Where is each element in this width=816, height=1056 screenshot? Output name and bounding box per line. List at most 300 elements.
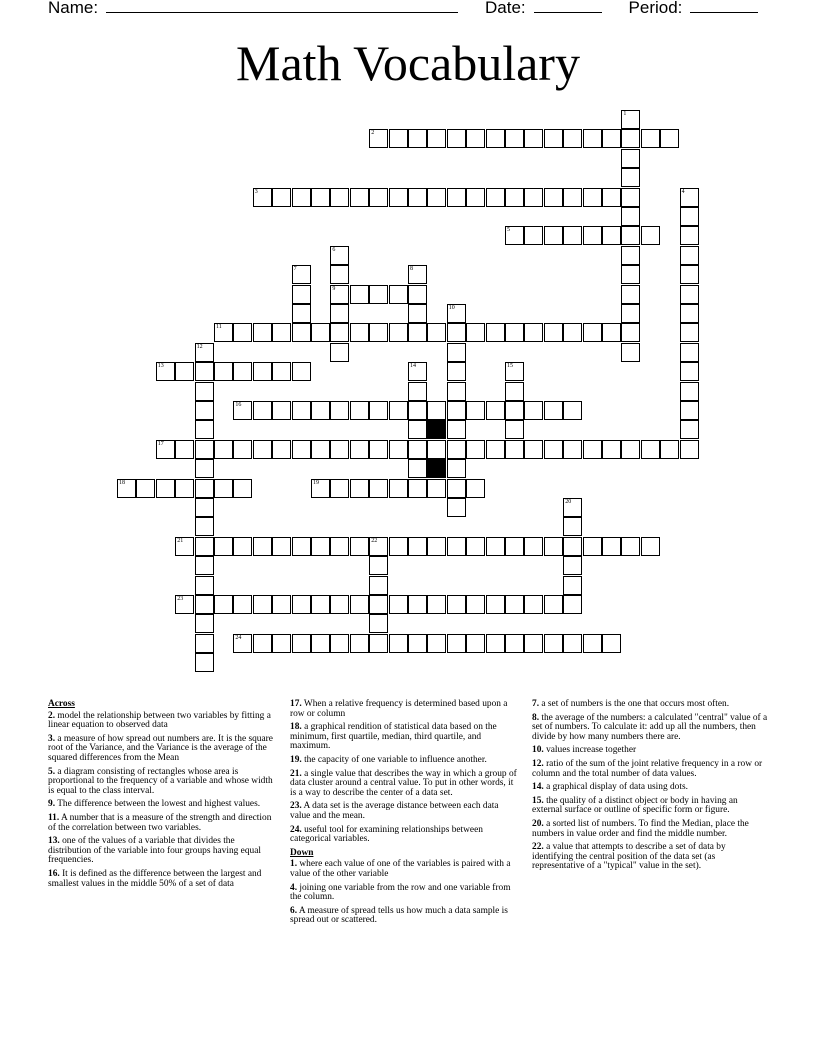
clue-text: A data set is the average distance between each data value and the mean. <box>290 801 499 821</box>
grid-cell[interactable] <box>408 188 427 207</box>
grid-cell[interactable] <box>369 576 388 595</box>
grid-cell[interactable] <box>524 440 543 459</box>
clue-number: 5. <box>48 766 56 777</box>
clue-number-label: 11 <box>216 324 222 331</box>
grid-cell[interactable] <box>195 517 214 536</box>
grid-cell[interactable] <box>447 595 466 614</box>
grid-cell[interactable] <box>272 440 291 459</box>
grid-cell[interactable] <box>621 168 640 187</box>
grid-cell[interactable] <box>602 537 621 556</box>
grid-cell[interactable] <box>680 420 699 439</box>
grid-cell[interactable] <box>466 595 485 614</box>
grid-cell[interactable] <box>621 149 640 168</box>
grid-cell[interactable] <box>466 401 485 420</box>
clue-text: joining one variable from the row and one variable from the column. <box>290 882 511 903</box>
grid-cell[interactable] <box>272 634 291 653</box>
grid-cell[interactable] <box>389 634 408 653</box>
grid-cell[interactable] <box>195 634 214 653</box>
grid-cell[interactable] <box>292 537 311 556</box>
clue-number: 3. <box>48 733 56 744</box>
grid-cell[interactable] <box>466 129 485 148</box>
clue-number-label: 24 <box>235 634 242 641</box>
grid-cell[interactable] <box>195 595 214 614</box>
grid-cell[interactable] <box>427 595 446 614</box>
grid-cell[interactable] <box>447 479 466 498</box>
grid-cell[interactable] <box>505 595 524 614</box>
grid-cell[interactable] <box>427 129 446 148</box>
clue-number: 18. <box>290 722 302 733</box>
grid-cell[interactable] <box>427 537 446 556</box>
grid-cell[interactable] <box>524 323 543 342</box>
grid-cell[interactable] <box>680 207 699 226</box>
grid-cell[interactable] <box>447 440 466 459</box>
grid-cell[interactable] <box>563 595 582 614</box>
grid-cell[interactable] <box>214 479 233 498</box>
grid-cell[interactable] <box>253 362 272 381</box>
grid-cell[interactable] <box>466 323 485 342</box>
grid-cell[interactable] <box>621 440 640 459</box>
across-clue <box>290 802 520 821</box>
grid-cell[interactable] <box>447 634 466 653</box>
grid-cell[interactable] <box>563 188 582 207</box>
grid-cell[interactable] <box>369 614 388 633</box>
grid-cell[interactable] <box>214 537 233 556</box>
grid-cell[interactable] <box>447 537 466 556</box>
grid-cell[interactable] <box>563 517 582 536</box>
grid-cell[interactable] <box>408 537 427 556</box>
across-clue <box>290 756 520 766</box>
grid-cell[interactable] <box>233 537 252 556</box>
grid-cell[interactable] <box>505 420 524 439</box>
grid-cell[interactable] <box>505 634 524 653</box>
grid-cell[interactable] <box>583 188 602 207</box>
clue-number-label: 6 <box>332 246 336 253</box>
grid-cell[interactable] <box>350 595 369 614</box>
grid-cell[interactable] <box>486 537 505 556</box>
grid-cell[interactable] <box>408 401 427 420</box>
grid-cell[interactable] <box>350 440 369 459</box>
grid-cell[interactable] <box>408 382 427 401</box>
grid-cell[interactable] <box>505 440 524 459</box>
grid-cell[interactable] <box>369 401 388 420</box>
grid-cell[interactable] <box>680 440 699 459</box>
grid-cell[interactable] <box>621 285 640 304</box>
clue-number: 10. <box>532 745 544 756</box>
grid-cell[interactable] <box>602 226 621 245</box>
clue-text: model the relationship between two variables by fitting a linear equation to observed data <box>48 710 271 731</box>
grid-cell[interactable] <box>447 401 466 420</box>
down-clue <box>532 746 768 756</box>
clue-number-label: 2 <box>371 130 375 137</box>
grid-cell[interactable] <box>427 479 446 498</box>
grid-cell[interactable] <box>311 595 330 614</box>
grid-cell[interactable] <box>330 304 349 323</box>
date-label: Date: <box>484 0 526 17</box>
grid-cell[interactable] <box>641 129 660 148</box>
clue-text: a set of numbers is the one that occurs most often. <box>539 699 730 709</box>
down-clue <box>532 760 768 779</box>
grid-cell[interactable] <box>233 479 252 498</box>
grid-cell[interactable] <box>272 401 291 420</box>
grid-cell[interactable] <box>680 362 699 381</box>
grid-cell[interactable] <box>563 576 582 595</box>
grid-cell[interactable] <box>447 498 466 517</box>
grid-cell[interactable] <box>680 304 699 323</box>
clue-number-label: 20 <box>565 499 572 505</box>
grid-cell[interactable] <box>447 459 466 478</box>
across-clue <box>290 700 520 719</box>
grid-cell[interactable] <box>602 440 621 459</box>
clue-number: 4. <box>290 882 298 893</box>
clue-number: 17. <box>290 699 302 709</box>
grid-cell[interactable] <box>136 479 155 498</box>
clue-number-label: 12 <box>196 343 203 350</box>
name-label: Name: <box>48 0 99 17</box>
grid-cell[interactable] <box>524 537 543 556</box>
grid-cell[interactable] <box>330 537 349 556</box>
grid-cell[interactable] <box>195 479 214 498</box>
grid-cell[interactable] <box>369 634 388 653</box>
grid-cell[interactable] <box>583 440 602 459</box>
grid-cell[interactable] <box>641 226 660 245</box>
across-clue <box>48 735 278 764</box>
clue-number-label: 3 <box>254 188 258 195</box>
clue-number: 20. <box>532 818 544 829</box>
grid-cell[interactable] <box>427 440 446 459</box>
grid-cell[interactable] <box>563 226 582 245</box>
grid-cell[interactable] <box>524 226 543 245</box>
down-clue <box>290 860 520 879</box>
grid-cell[interactable] <box>524 401 543 420</box>
clue-number: 16. <box>48 868 60 879</box>
grid-cell[interactable] <box>195 440 214 459</box>
grid-cell[interactable] <box>680 382 699 401</box>
grid-cell[interactable] <box>311 323 330 342</box>
grid-cell[interactable] <box>680 226 699 245</box>
grid-cell[interactable] <box>389 188 408 207</box>
grid-cell[interactable] <box>369 440 388 459</box>
clue-number: 13. <box>48 836 60 847</box>
grid-cell[interactable] <box>505 537 524 556</box>
grid-cell[interactable] <box>214 362 233 381</box>
grid-cell[interactable] <box>408 459 427 478</box>
grid-cell[interactable] <box>292 304 311 323</box>
grid-cell[interactable] <box>621 188 640 207</box>
grid-cell[interactable] <box>369 323 388 342</box>
grid-cell[interactable] <box>621 207 640 226</box>
grid-cell[interactable] <box>544 401 563 420</box>
grid-cell[interactable] <box>233 440 252 459</box>
grid-cell[interactable] <box>621 343 640 362</box>
grid-cell[interactable] <box>311 537 330 556</box>
grid-cell[interactable] <box>330 323 349 342</box>
grid-cell[interactable] <box>621 226 640 245</box>
grid-cell[interactable] <box>486 440 505 459</box>
grid-cell[interactable] <box>253 440 272 459</box>
clue-number: 12. <box>532 758 544 769</box>
clue-number: 19. <box>290 754 302 765</box>
grid-cell[interactable] <box>447 362 466 381</box>
grid-cell[interactable] <box>602 188 621 207</box>
grid-cell[interactable] <box>621 129 640 148</box>
grid-cell[interactable] <box>680 265 699 284</box>
grid-cell[interactable] <box>486 634 505 653</box>
grid-cell[interactable] <box>233 362 252 381</box>
grid-cell[interactable] <box>233 595 252 614</box>
clue-number: 9. <box>48 799 56 810</box>
grid-cell[interactable] <box>330 595 349 614</box>
grid-cell[interactable] <box>330 188 349 207</box>
grid-cell[interactable] <box>311 440 330 459</box>
grid-cell[interactable] <box>272 323 291 342</box>
grid-cell[interactable] <box>195 459 214 478</box>
grid-cell[interactable] <box>330 440 349 459</box>
clue-text: It is defined as the difference between the largest and smallest values in the middle 50% of a set of data <box>48 868 262 889</box>
grid-cell[interactable] <box>544 323 563 342</box>
clue-number: 22. <box>532 842 544 853</box>
grid-cell[interactable] <box>253 595 272 614</box>
grid-cell[interactable] <box>195 653 214 672</box>
grid-cell[interactable] <box>330 401 349 420</box>
grid-cell[interactable] <box>408 634 427 653</box>
grid-cell[interactable] <box>195 420 214 439</box>
grid-cell[interactable] <box>214 440 233 459</box>
grid-cell[interactable] <box>447 420 466 439</box>
grid-cell[interactable] <box>292 440 311 459</box>
grid-cell[interactable] <box>330 265 349 284</box>
grid-cell[interactable] <box>292 595 311 614</box>
across-clue <box>48 837 278 866</box>
grid-cell[interactable] <box>408 304 427 323</box>
grid-cell[interactable] <box>563 556 582 575</box>
grid-cell[interactable] <box>486 595 505 614</box>
grid-cell[interactable] <box>427 323 446 342</box>
clue-text: values increase together <box>543 745 637 756</box>
grid-cell[interactable] <box>660 129 679 148</box>
grid-cell[interactable] <box>350 401 369 420</box>
clue-number: 24. <box>290 824 302 835</box>
grid-cell[interactable] <box>195 556 214 575</box>
grid-cell[interactable] <box>330 634 349 653</box>
page-title: Math Vocabulary <box>236 35 580 91</box>
grid-cell[interactable] <box>427 634 446 653</box>
grid-cell[interactable] <box>486 401 505 420</box>
grid-cell[interactable] <box>680 343 699 362</box>
grid-cell[interactable] <box>621 323 640 342</box>
grid-cell[interactable] <box>563 634 582 653</box>
grid-cell[interactable] <box>369 188 388 207</box>
grid-cell[interactable] <box>408 420 427 439</box>
grid-cell[interactable] <box>563 323 582 342</box>
grid-cell[interactable] <box>195 498 214 517</box>
grid-cell[interactable] <box>505 401 524 420</box>
grid-cell[interactable] <box>175 440 194 459</box>
grid-cell[interactable] <box>524 188 543 207</box>
grid-cell[interactable] <box>389 479 408 498</box>
grid-cell[interactable] <box>680 323 699 342</box>
grid-cell[interactable] <box>602 323 621 342</box>
grid-cell[interactable] <box>195 537 214 556</box>
grid-cell[interactable] <box>505 188 524 207</box>
clue-text: the capacity of one variable to influence another. <box>301 754 487 765</box>
grid-cell[interactable] <box>156 479 175 498</box>
grid-cell[interactable] <box>350 634 369 653</box>
grid-cell[interactable] <box>369 285 388 304</box>
clue-text: where each value of one of the variables is paired with a value of the other variable <box>290 859 511 879</box>
grid-cell[interactable] <box>466 479 485 498</box>
grid-cell[interactable] <box>253 323 272 342</box>
grid-cell[interactable] <box>292 634 311 653</box>
grid-cell[interactable] <box>621 304 640 323</box>
grid-cell[interactable] <box>214 595 233 614</box>
grid-cell[interactable] <box>195 362 214 381</box>
grid-cell[interactable] <box>544 440 563 459</box>
grid-cell[interactable] <box>408 129 427 148</box>
grid-cell[interactable] <box>544 226 563 245</box>
grid-cell[interactable] <box>544 634 563 653</box>
across-clue <box>48 814 278 833</box>
grid-cell[interactable] <box>408 323 427 342</box>
grid-cell[interactable] <box>233 323 252 342</box>
grid-cell[interactable] <box>389 440 408 459</box>
grid-cell[interactable] <box>486 129 505 148</box>
grid-cell[interactable] <box>466 634 485 653</box>
grid-cell[interactable] <box>195 382 214 401</box>
grid-cell[interactable] <box>369 595 388 614</box>
grid-cell[interactable] <box>253 401 272 420</box>
grid-cell[interactable] <box>621 537 640 556</box>
grid-cell[interactable] <box>292 323 311 342</box>
grid-cell[interactable] <box>350 537 369 556</box>
grid-cell[interactable] <box>389 129 408 148</box>
grid-cell[interactable] <box>369 556 388 575</box>
down-clue <box>532 820 768 839</box>
grid-cell[interactable] <box>563 129 582 148</box>
grid-cell[interactable] <box>680 246 699 265</box>
grid-cell[interactable] <box>544 188 563 207</box>
grid-cell[interactable] <box>272 537 291 556</box>
grid-cell[interactable] <box>583 129 602 148</box>
clue-number: 14. <box>532 782 544 793</box>
grid-cell[interactable] <box>330 343 349 362</box>
grid-cell[interactable] <box>408 595 427 614</box>
grid-cell[interactable] <box>641 440 660 459</box>
grid-cell[interactable] <box>195 576 214 595</box>
grid-cell[interactable] <box>195 401 214 420</box>
grid-cell[interactable] <box>272 362 291 381</box>
clue-number: 6. <box>290 905 298 916</box>
grid-cell[interactable] <box>350 188 369 207</box>
grid-cell[interactable] <box>195 614 214 633</box>
grid-cell[interactable] <box>544 537 563 556</box>
grid-cell[interactable] <box>466 188 485 207</box>
grid-cell[interactable] <box>583 537 602 556</box>
grid-cell[interactable] <box>524 129 543 148</box>
grid-cell[interactable] <box>175 362 194 381</box>
clue-text: a single value that describes the way in which a group of data cluster around a central value. To put in other words, it is a way to describe the center of a data set. <box>290 768 517 798</box>
grid-cell[interactable] <box>408 285 427 304</box>
grid-cell[interactable] <box>272 188 291 207</box>
grid-cell[interactable] <box>369 479 388 498</box>
grid-cell[interactable] <box>563 401 582 420</box>
grid-cell[interactable] <box>602 129 621 148</box>
clue-text: the average of the numbers: a calculated "central" value of a set of numbers. To calculate it: add up all the numbers, then divide by how many numbers there are. <box>532 712 768 742</box>
grid-cell[interactable] <box>524 634 543 653</box>
grid-cell[interactable] <box>389 537 408 556</box>
across-clue <box>290 770 520 799</box>
grid-cell[interactable] <box>292 362 311 381</box>
grid-cell[interactable] <box>330 479 349 498</box>
grid-cell[interactable] <box>389 285 408 304</box>
grid-cell[interactable] <box>641 537 660 556</box>
grid-cell[interactable] <box>408 440 427 459</box>
grid-cell[interactable] <box>660 440 679 459</box>
grid-cell[interactable] <box>253 634 272 653</box>
grid-cell[interactable] <box>447 382 466 401</box>
grid-cell[interactable] <box>621 265 640 284</box>
grid-cell[interactable] <box>408 479 427 498</box>
clue-text: The difference between the lowest and highest values. <box>55 799 261 810</box>
grid-cell[interactable] <box>447 343 466 362</box>
grid-cell[interactable] <box>583 226 602 245</box>
grid-cell[interactable] <box>175 479 194 498</box>
down-clue <box>532 700 768 710</box>
grid-cell[interactable] <box>505 382 524 401</box>
clue-number: 1. <box>290 859 298 870</box>
grid-cell[interactable] <box>350 479 369 498</box>
grid-cell[interactable] <box>680 285 699 304</box>
grid-cell[interactable] <box>583 634 602 653</box>
grid-cell[interactable] <box>544 595 563 614</box>
grid-cell[interactable] <box>311 401 330 420</box>
grid-cell[interactable] <box>563 537 582 556</box>
grid-cell[interactable] <box>524 595 543 614</box>
grid-cell[interactable] <box>292 401 311 420</box>
grid-cell[interactable] <box>583 323 602 342</box>
grid-cell[interactable] <box>621 246 640 265</box>
grid-cell[interactable] <box>311 634 330 653</box>
grid-cell[interactable] <box>292 285 311 304</box>
clue-text: ratio of the sum of the joint relative frequency in a row or column and the total number of data values. <box>532 758 763 779</box>
grid-cell[interactable] <box>427 401 446 420</box>
grid-cell[interactable] <box>486 323 505 342</box>
grid-cell[interactable] <box>253 537 272 556</box>
grid-cell[interactable] <box>272 595 291 614</box>
grid-cell[interactable] <box>563 440 582 459</box>
grid-cell[interactable] <box>602 634 621 653</box>
grid-cell[interactable] <box>447 129 466 148</box>
grid-cell[interactable] <box>427 188 446 207</box>
grid-cell[interactable] <box>505 323 524 342</box>
grid-cell[interactable] <box>350 323 369 342</box>
grid-cell[interactable] <box>466 537 485 556</box>
grid-cell[interactable] <box>486 188 505 207</box>
grid-cell[interactable] <box>544 129 563 148</box>
grid-cell[interactable] <box>311 188 330 207</box>
grid-cell[interactable] <box>680 401 699 420</box>
period-label: Period: <box>628 0 683 17</box>
grid-cell[interactable] <box>350 285 369 304</box>
grid-cell[interactable] <box>505 129 524 148</box>
grid-cell[interactable] <box>447 323 466 342</box>
grid-cell[interactable] <box>292 188 311 207</box>
clue-text: A number that is a measure of the strength and direction of the correlation between two variables. <box>48 812 272 833</box>
grid-cell[interactable] <box>466 440 485 459</box>
grid-cell[interactable] <box>447 188 466 207</box>
grid-cell[interactable] <box>389 401 408 420</box>
grid-cell[interactable] <box>389 323 408 342</box>
grid-cell[interactable] <box>389 595 408 614</box>
